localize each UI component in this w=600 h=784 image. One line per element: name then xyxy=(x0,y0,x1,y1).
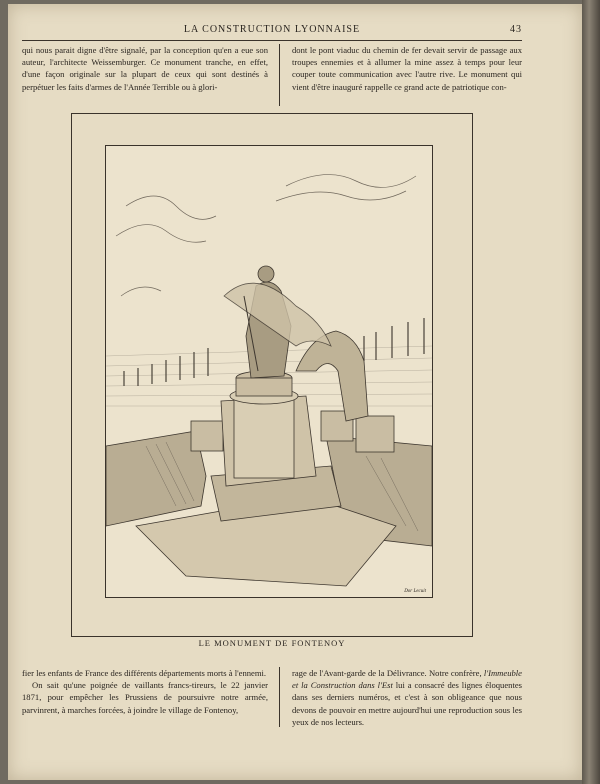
bottom-right-column xyxy=(292,667,522,728)
bottom-right-text-2: lui a consacré des lignes éloquentes dans ses derniers numéros, et c'est à son obligeance que nous devons de pouvoir en mettre aujourd'hui une reproduction sous les yeux de nos lecteurs. xyxy=(292,680,522,727)
top-right-text: dont le pont viaduc du chemin de fer devait servir de passage aux troupes ennemies et à allumer la mine assez à temps pour leur couper toute communication avec l'autre rive. Le monument qui vient d'être inauguré rappelle ce grand acte de patriotique con- xyxy=(292,45,522,92)
bottom-right-text-1: rage de l'Avant-garde de la Délivrance. Notre confrère, xyxy=(292,668,484,678)
book-edge xyxy=(582,0,600,784)
engraving-frame xyxy=(71,113,473,637)
bottom-left-para-2: On sait qu'une poignée de vaillants francs-tireurs, le 22 janvier 1871, pour empêcher les Prussiens de poursuivre notre armée, parvinrent, à marches forcées, à joindre le village de Fontenoy, xyxy=(22,680,268,715)
page-number: 43 xyxy=(510,24,522,35)
journal-reference: l'Immeuble et la Construction dans l'Est xyxy=(292,668,522,691)
figure-caption: LE MONUMENT DE FONTENOY xyxy=(198,638,346,648)
top-right-column xyxy=(292,44,522,93)
column-rule-bottom xyxy=(279,667,280,727)
running-header xyxy=(22,22,522,41)
bottom-right-para xyxy=(292,667,522,728)
bottom-left-column xyxy=(22,667,268,716)
monument-illustration xyxy=(106,146,432,597)
engraver-signature: Dor Lecuit xyxy=(404,589,426,594)
engraving-image xyxy=(105,145,433,598)
journal-title: LA CONSTRUCTION LYONNAISE xyxy=(183,24,361,35)
top-left-column xyxy=(22,44,268,93)
column-rule-top xyxy=(279,44,280,106)
top-left-text: qui nous parait digne d'être signalé, par la conception qu'en a eue son auteur, l'architecte Weissemburger. Ce monument tranche, en effet, d'une façon originale sur la plupart de ceux qui sont destinés à perpétuer les faits d'armes de l'Année Terrible ou à glori- xyxy=(22,45,268,92)
bottom-left-para-1: fier les enfants de France des différents départements morts à l'ennemi. xyxy=(22,668,267,678)
